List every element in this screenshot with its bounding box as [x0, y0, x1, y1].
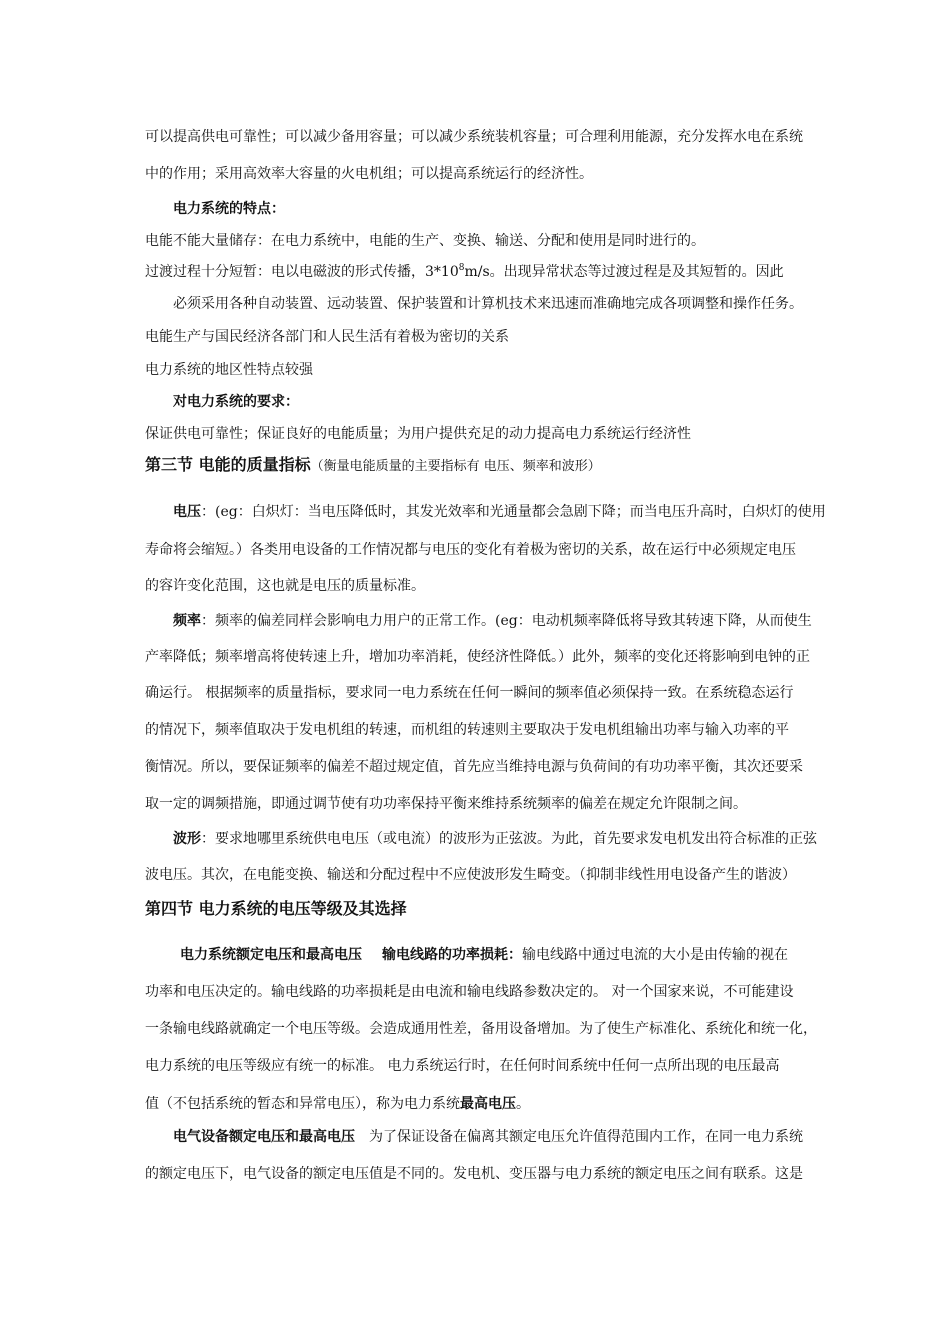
- text-line: [173, 829, 817, 849]
- text-span: ：频率的偏差同样会影响电力用户的正常工作。(eg：电动机频率降低将导致其转速下降，从而使生: [201, 613, 812, 629]
- text-span: 为了保证设备在偏离其额定电压允许值得范围内工作，在同一电力系统: [369, 1129, 803, 1145]
- text-span: m/s。出现异常状态等过渡过程是及其短暂的。因此: [464, 264, 784, 280]
- text-line: 中的作用；采用高效率大容量的火电机组；可以提高系统运行的经济性。: [145, 166, 593, 182]
- text-line: 衡情况。所以，要保证频率的偏差不超过规定值，首先应当维持电源与负荷间的有功功率平衡，其次还要采: [145, 759, 803, 775]
- text-line: 必须采用各种自动装置、远动装置、保护装置和计算机技术来迅速而准确地完成各项调整和操作任务。: [173, 296, 803, 312]
- text-line: 一条输电线路就确定一个电压等级。会造成通用性差，备用设备增加。为了使生产标准化、系统化和统一化，: [145, 1021, 817, 1037]
- text-span: ：(eg：白炽灯：当电压降低时，其发光效率和光通量都会急剧下降；而当电压升高时，白炽灯的使用: [201, 504, 826, 520]
- text-line: 取一定的调频措施，即通过调节使有功功率保持平衡来维持系统频率的偏差在规定允许限制之间。: [145, 796, 747, 812]
- term-frequency: 频率: [173, 613, 201, 629]
- text-span: 输电线路中通过电流的大小是由传输的视在: [522, 947, 788, 963]
- text-line: [180, 945, 788, 965]
- text-span: 值（不包括系统的暂态和异常电压），称为电力系统: [145, 1096, 460, 1112]
- text-line: 可以提高供电可靠性；可以减少备用容量；可以减少系统装机容量；可合理利用能源，充分发挥水电在系统: [145, 129, 803, 145]
- section-heading-3: [145, 455, 601, 477]
- term-waveform: 波形: [173, 831, 201, 847]
- text-line: 确运行。 根据频率的质量指标，要求同一电力系统在任何一瞬间的频率值必须保持一致。在系统稳态运行: [145, 685, 794, 701]
- text-line: [173, 502, 826, 522]
- text-line: 的情况下，频率值取决于发电机组的转速，而机组的转速则主要取决于发电机组输出功率与输入功率的平: [145, 722, 789, 738]
- term-equipment-voltage: 电气设备额定电压和最高电压: [173, 1129, 355, 1145]
- text-line: 电力系统的电压等级应有统一的标准。 电力系统运行时，在任何时间系统中任何一点所出现的电压最高: [145, 1058, 780, 1074]
- text-line: 的容许变化范围，这也就是电压的质量标准。: [145, 578, 425, 594]
- text-line: [145, 1094, 530, 1114]
- subheading-characteristics: 电力系统的特点：: [173, 201, 285, 217]
- text-line: 寿命将会缩短。）各类用电设备的工作情况都与电压的变化有着极为密切的关系，故在运行中必须规定电压: [145, 542, 796, 558]
- term-power-loss: 输电线路的功率损耗：: [382, 947, 522, 963]
- text-span: 。: [516, 1096, 530, 1112]
- text-line: [173, 611, 812, 631]
- term-highest-voltage: 最高电压: [460, 1096, 516, 1112]
- text-line: [145, 262, 784, 282]
- text-span: ：要求地哪里系统供电电压（或电流）的波形为正弦波。为此，首先要求发电机发出符合标准的正弦: [201, 831, 817, 847]
- text-line: 产率降低；频率增高将使转速上升，增加功率消耗，使经济性降低。）此外，频率的变化还将影响到电钟的正: [145, 649, 810, 665]
- subheading-requirements: 对电力系统的要求：: [173, 394, 299, 410]
- term-voltage: 电压: [173, 504, 201, 520]
- text-line: 电能不能大量储存：在电力系统中，电能的生产、变换、输送、分配和使用是同时进行的。: [145, 233, 705, 249]
- section-title: 第三节 电能的质量指标: [145, 455, 311, 474]
- section-note: （衡量电能质量的主要指标有 电压、频率和波形）: [310, 459, 601, 474]
- text-span: 过渡过程十分短暂：电以电磁波的形式传播，3*10: [145, 264, 459, 280]
- term-rated-voltage: 电力系统额定电压和最高电压: [180, 947, 362, 963]
- superscript: 8: [458, 263, 465, 273]
- text-line: 功率和电压决定的。输电线路的功率损耗是由电流和输电线路参数决定的。 对一个国家来说，不可能建设: [145, 984, 794, 1000]
- section-heading-4: 第四节 电力系统的电压等级及其选择: [145, 899, 407, 918]
- text-line: 电能生产与国民经济各部门和人民生活有着极为密切的关系: [145, 329, 509, 345]
- text-line: 保证供电可靠性；保证良好的电能质量；为用户提供充足的动力提高电力系统运行经济性: [145, 426, 691, 442]
- text-line: 电力系统的地区性特点较强: [145, 362, 313, 378]
- text-line: [173, 1127, 803, 1147]
- text-line: 的额定电压下，电气设备的额定电压值是不同的。发电机、变压器与电力系统的额定电压之间有联系。这是: [145, 1166, 803, 1182]
- text-line: 波电压。其次，在电能变换、输送和分配过程中不应使波形发生畸变。（抑制非线性用电设备产生的谐波）: [145, 867, 796, 883]
